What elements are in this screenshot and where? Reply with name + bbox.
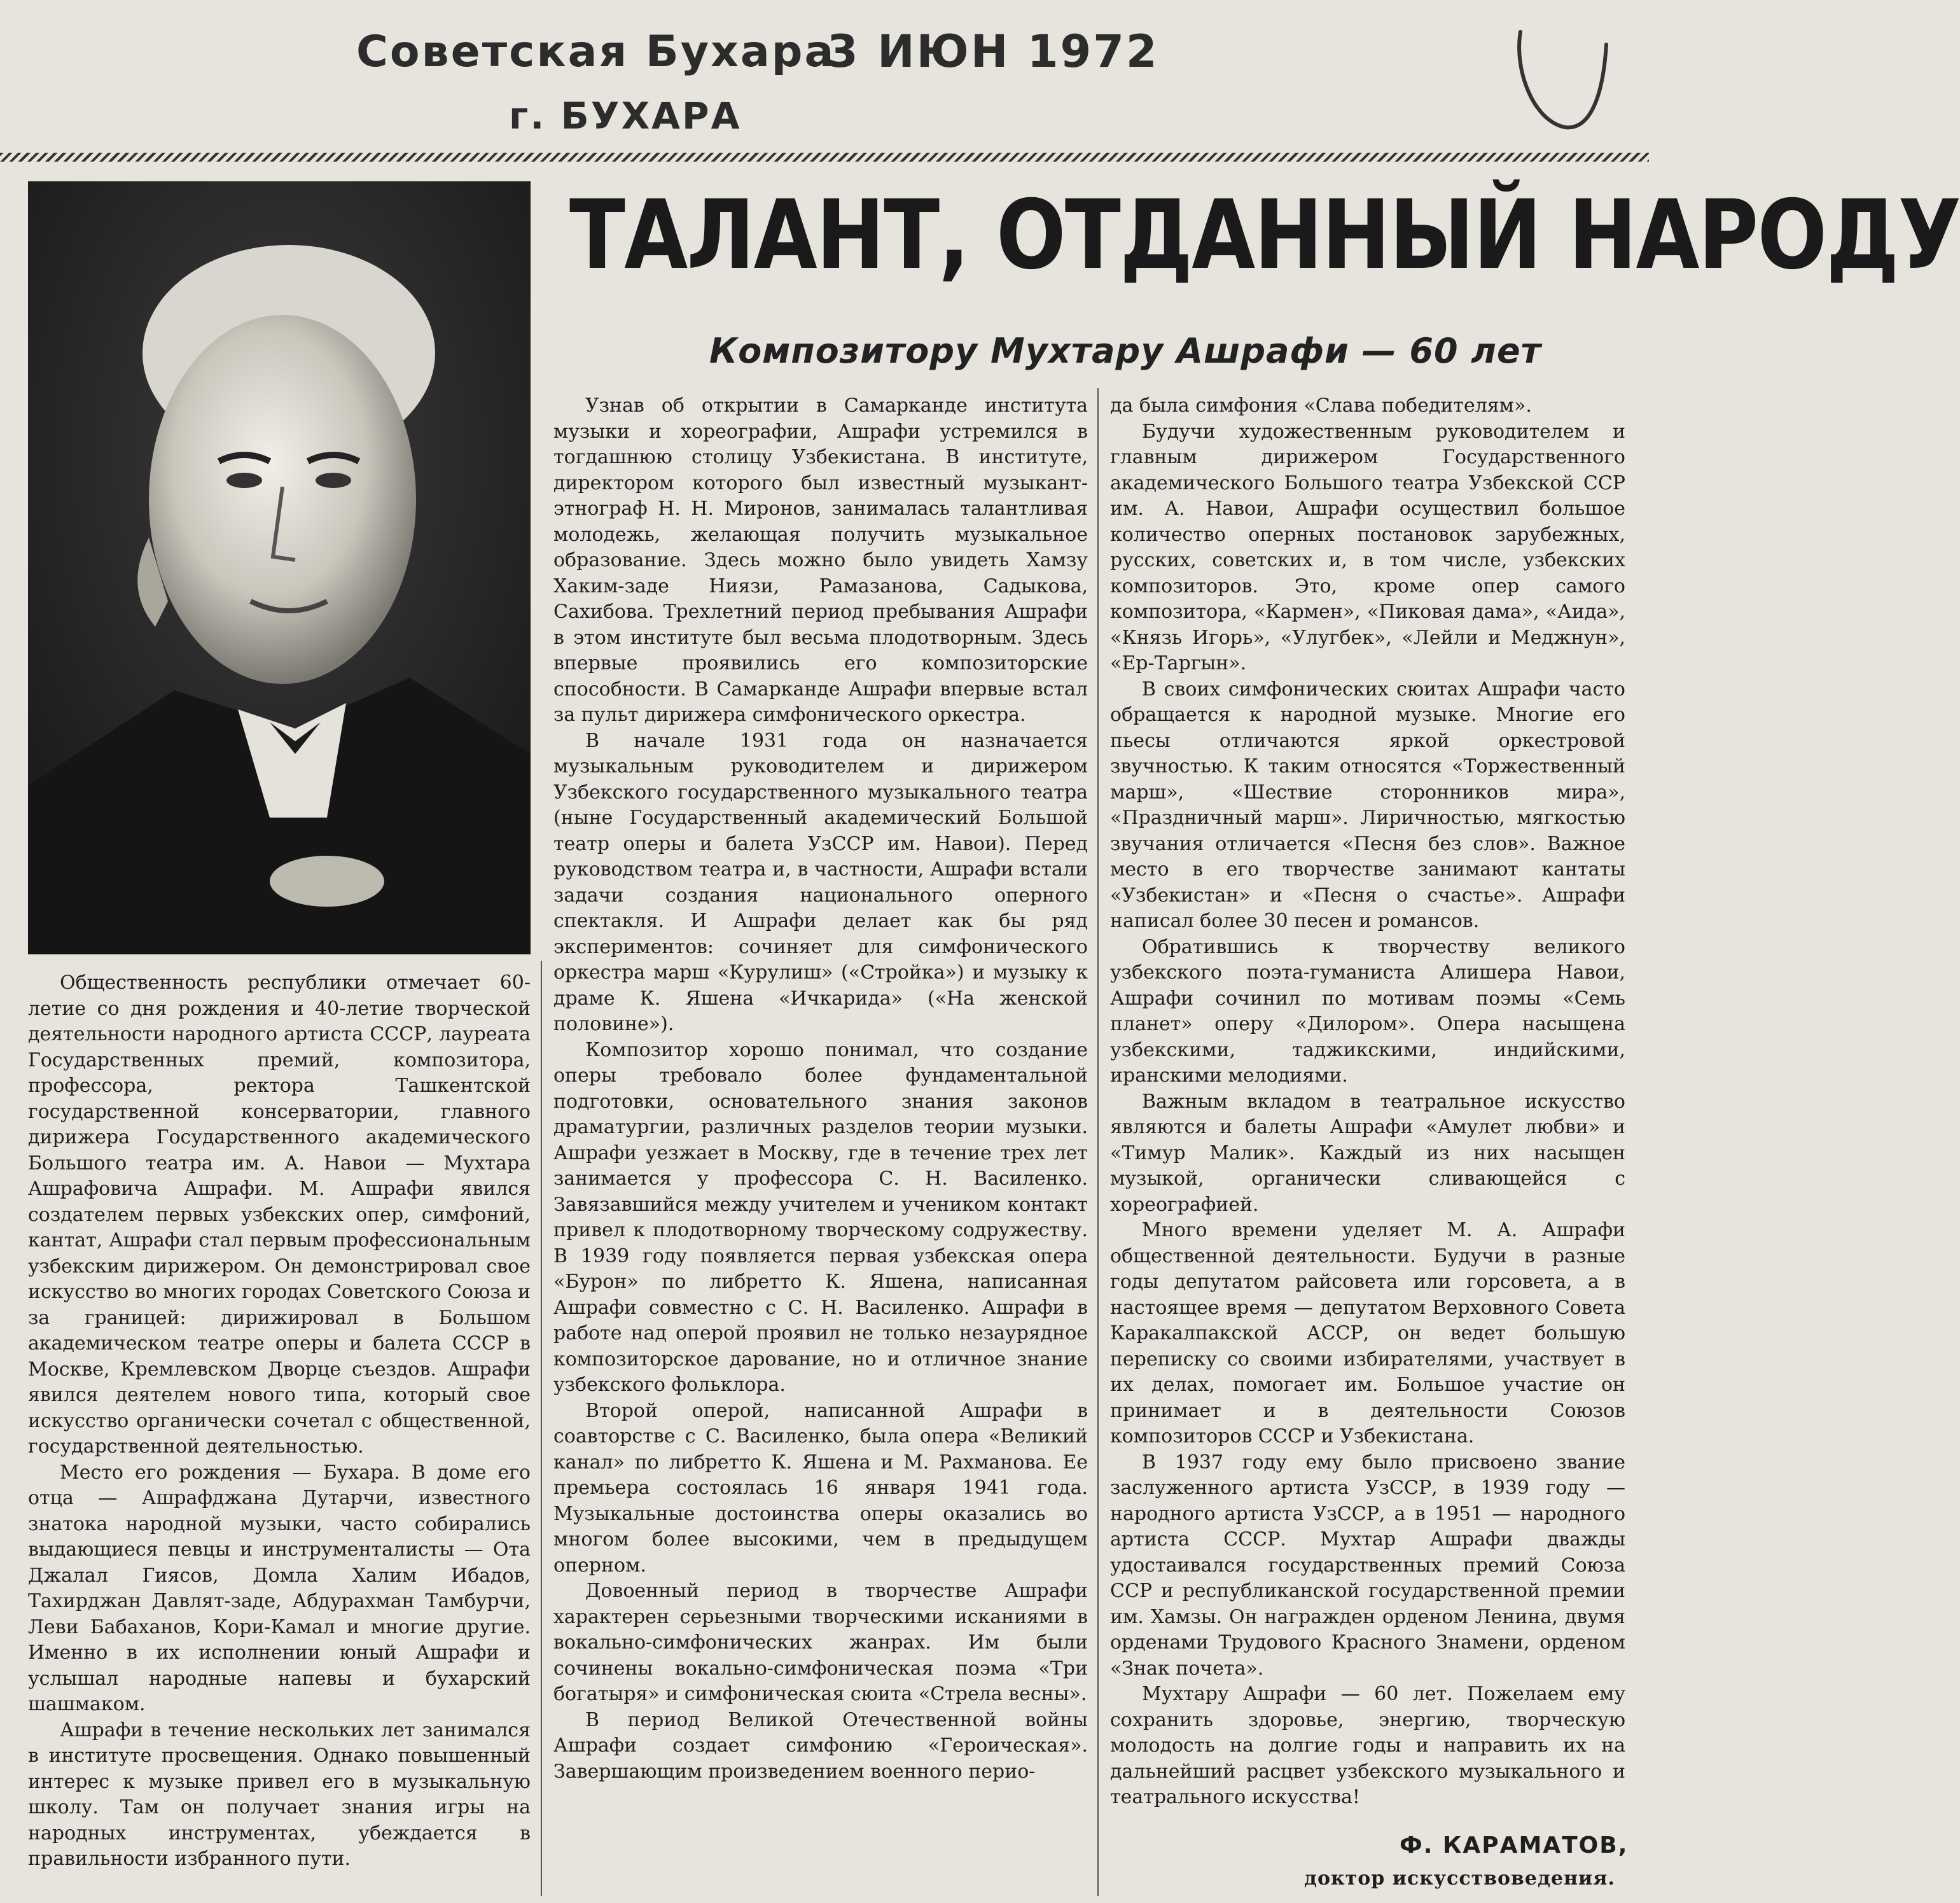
paragraph: Ашрафи в течение нескольких лет занимался в институте просвещения. Однако повышенный интерес к музыке привел его в музыкальную школу. Там он получает знания игры на народных инструментах, убеждается в правильности избранного пути. (28, 1718, 531, 1870)
column-divider (541, 961, 542, 1896)
paragraph: Узнав об открытии в Самарканде института музыки и хореографии, Ашрафи устремился в тогдашнюю столицу Узбекистана. В институте, директором которого был известный музыкант-этнограф Н. Н. Миронов, занималась талантливая молодежь, желающая получить музыкальное образование. Здесь можно было увидеть Хамзу Хаким-заде Ниязи, Рамазанова, Садыкова, Сахибова. Трехлетний период пребывания Ашрафи в этом институте был весьма плодотворным. Здесь впервые проявились его композиторские способности. В Самарканде Ашрафи впервые встал за пульт дирижера симфонического оркестра. (553, 394, 1088, 726)
article-column-1 (28, 970, 531, 1872)
handwritten-mark-icon (1495, 19, 1622, 140)
column-divider (1097, 388, 1099, 1896)
paragraph: Довоенный период в творчестве Ашрафи характерен серьезными творческими исканиями в вокально-симфонических жанрах. Им были сочинены вокально-симфоническая поэма «Три богатыря» и симфоническая сюита «Стрела весны». (553, 1580, 1088, 1705)
paragraph: Обратившись к творчеству великого узбекского поэта-гуманиста Алишера Навои, Ашрафи сочинил по мотивам поэмы «Семь планет» оперу «Дилором». Опера насыщена узбекскими, таджикскими, индийскими, иранскими мелодиями. (1110, 935, 1625, 1087)
header-divider (0, 153, 1649, 162)
paragraph: Много времени уделяет М. А. Ашрафи общественной деятельности. Будучи в разные годы депутатом райсовета или горсовета, а в настоящее время — депутатом Верховного Совета Каракалпакской АССР, он ведет большую переписку со своими избирателями, участвует в их делах, помогает им. Большое участие он принимает и в деятельности Союзов композиторов СССР и Узбекистана. (1110, 1219, 1625, 1447)
article-column-3 (1110, 393, 1625, 1811)
portrait-photo (28, 181, 531, 954)
paragraph: В период Великой Отечественной войны Ашрафи создает симфонию «Героическая». Завершающим произведением военного перио- (553, 1708, 1088, 1783)
date-stamp: 3 ИЮН 1972 (827, 25, 1159, 78)
paragraph: В начале 1931 года он назначается музыкальным руководителем и дирижером Узбекского государственного музыкального театра (ныне Государственный академический Большой театр оперы и балета УзССР им. Навои). Перед руководством театра и, в частности, Ашрафи встали задачи создания национального оперного спектакля. И Ашрафи делает как бы ряд экспериментов: сочиняет для симфонического оркестра марш «Курулиш» («Стройка») и музыку к драме К. Яшена «Ичкарида» («На женской половине»). (553, 729, 1088, 1035)
author-name: Ф. КАРАМАТОВ, (1400, 1832, 1629, 1858)
paragraph: В 1937 году ему было присвоено звание заслуженного артиста УзССР, в 1939 году — народного артиста УзССР, а в 1951 — народного артиста СССР. Мухтар Ашрафи дважды удостаивался государственных премий Союза ССР и республиканской государственной премии им. Хамзы. Он награжден орденом Ленина, двумя орденами Трудового Красного Знамени, орденом «Знак почета». (1110, 1451, 1625, 1680)
paragraph: В своих симфонических сюитах Ашрафи часто обращается к народной музыке. Многие его пьесы отличаются яркой оркестровой звучностью. К таким относятся «Торжественный марш», «Шествие сторонников мира», «Праздничный марш». Лиричностью, мягкостью звучания отличается «Песня без слов». Важное место в его творчестве занимают кантаты «Узбекистан» и «Песня о счастье». Ашрафи написал более 30 песен и романсов. (1110, 678, 1625, 932)
article-column-2 (553, 393, 1088, 1785)
paragraph: Второй оперой, написанной Ашрафи в соавторстве с С. Василенко, была опера «Великий канал» по либретто К. Яшена и М. Рахманова. Ее премьера состоялась 16 января 1941 года. Музыкальные достоинства оперы оказались во многом более высокими, чем в предыдущем оперном. (553, 1399, 1088, 1577)
article-headline: ТАЛАНТ, ОТДАННЫЙ НАРОДУ (569, 180, 1960, 291)
paragraph: Композитор хорошо понимал, что создание оперы требовало более фундаментальной подготовки, основательного знания законов драматургии, различных разделов теории музыки. Ашрафи уезжает в Москву, где в течение трех лет занимается у профессора С. Н. Василенко. Завязавшийся между учителем и учеником контакт привел к плодотворному творческому содружеству. В 1939 году появляется первая узбекская опера «Бурон» по либретто К. Яшена, написанная Ашрафи совместно с С. Н. Василенко. Ашрафи в работе над оперой проявил не только незаурядное композиторское дарование, но и отличное знание узбекского фольклора. (553, 1038, 1088, 1396)
newspaper-name-stamp: Советская Бухара (356, 27, 836, 77)
paragraph: Будучи художественным руководителем и главным дирижером Государственного академического Большого театра Узбекской ССР им. А. Навои, Ашрафи осуществил большое количество оперных постановок зарубежных, русских, советских и, в том числе, узбекских композиторов. Это, кроме опер самого композитора, «Кармен», «Пиковая дама», «Аида», «Князь Игорь», «Улугбек», «Лейли и Меджнун», «Ер-Таргын». (1110, 420, 1625, 674)
paragraph: Общественность республики отмечает 60-летие со дня рождения и 40-летие творческой деятельности народного артиста СССР, лауреата Государственных премий, композитора, профессора, ректора Ташкентской государственной консерватории, главного дирижера Государственного академического Большого театра им. А. Навои — Мухтара Ашрафовича Ашрафи. М. Ашрафи явился создателем первых узбекских опер, симфоний, кантат, Ашрафи стал первым профессиональным узбекским дирижером. Он демонстрировал свое искусство во многих городах Советского Союза и за границей: дирижировал в Большом академическом театре оперы и балета СССР в Москве, Кремлевском Дворце съездов. Ашрафи явился деятелем нового типа, который свое искусство органически сочетал с общественной, государственной деятельностью. (28, 972, 531, 1458)
paragraph: Важным вкладом в театральное искусство являются и балеты Ашрафи «Амулет любви» и «Тимур Малик». Каждый из них насыщен музыкой, органически сливающейся с хореографией. (1110, 1090, 1625, 1216)
newspaper-city-stamp: г. БУХАРА (509, 94, 742, 137)
article-subheadline: Композитору Мухтару Ашрафи — 60 лет (709, 331, 1541, 371)
paragraph: да была симфония «Слава победителям». (1110, 394, 1532, 417)
paragraph: Мухтару Ашрафи — 60 лет. Пожелаем ему сохранить здоровье, энергию, творческую молодость на долгие годы и направить их на дальнейший расцвет узбекского музыкального и театрального искусства! (1110, 1683, 1625, 1808)
paragraph: Место его рождения — Бухара. В доме его отца — Ашрафджана Дутарчи, известного знатока народной музыки, часто собирались выдающиеся певцы и инструменталисты — Ота Джалал Гиясов, Домла Халим Ибадов, Тахирджан Давлят-заде, Абдурахман Тамбурчи, Леви Бабаханов, Кори-Камал и многие другие. Именно в их исполнении юный Ашрафи и услышал народные напевы и бухарский шашмаком. (28, 1461, 531, 1715)
portrait-image (28, 181, 531, 954)
author-title: доктор искусствоведения. (1304, 1867, 1615, 1890)
